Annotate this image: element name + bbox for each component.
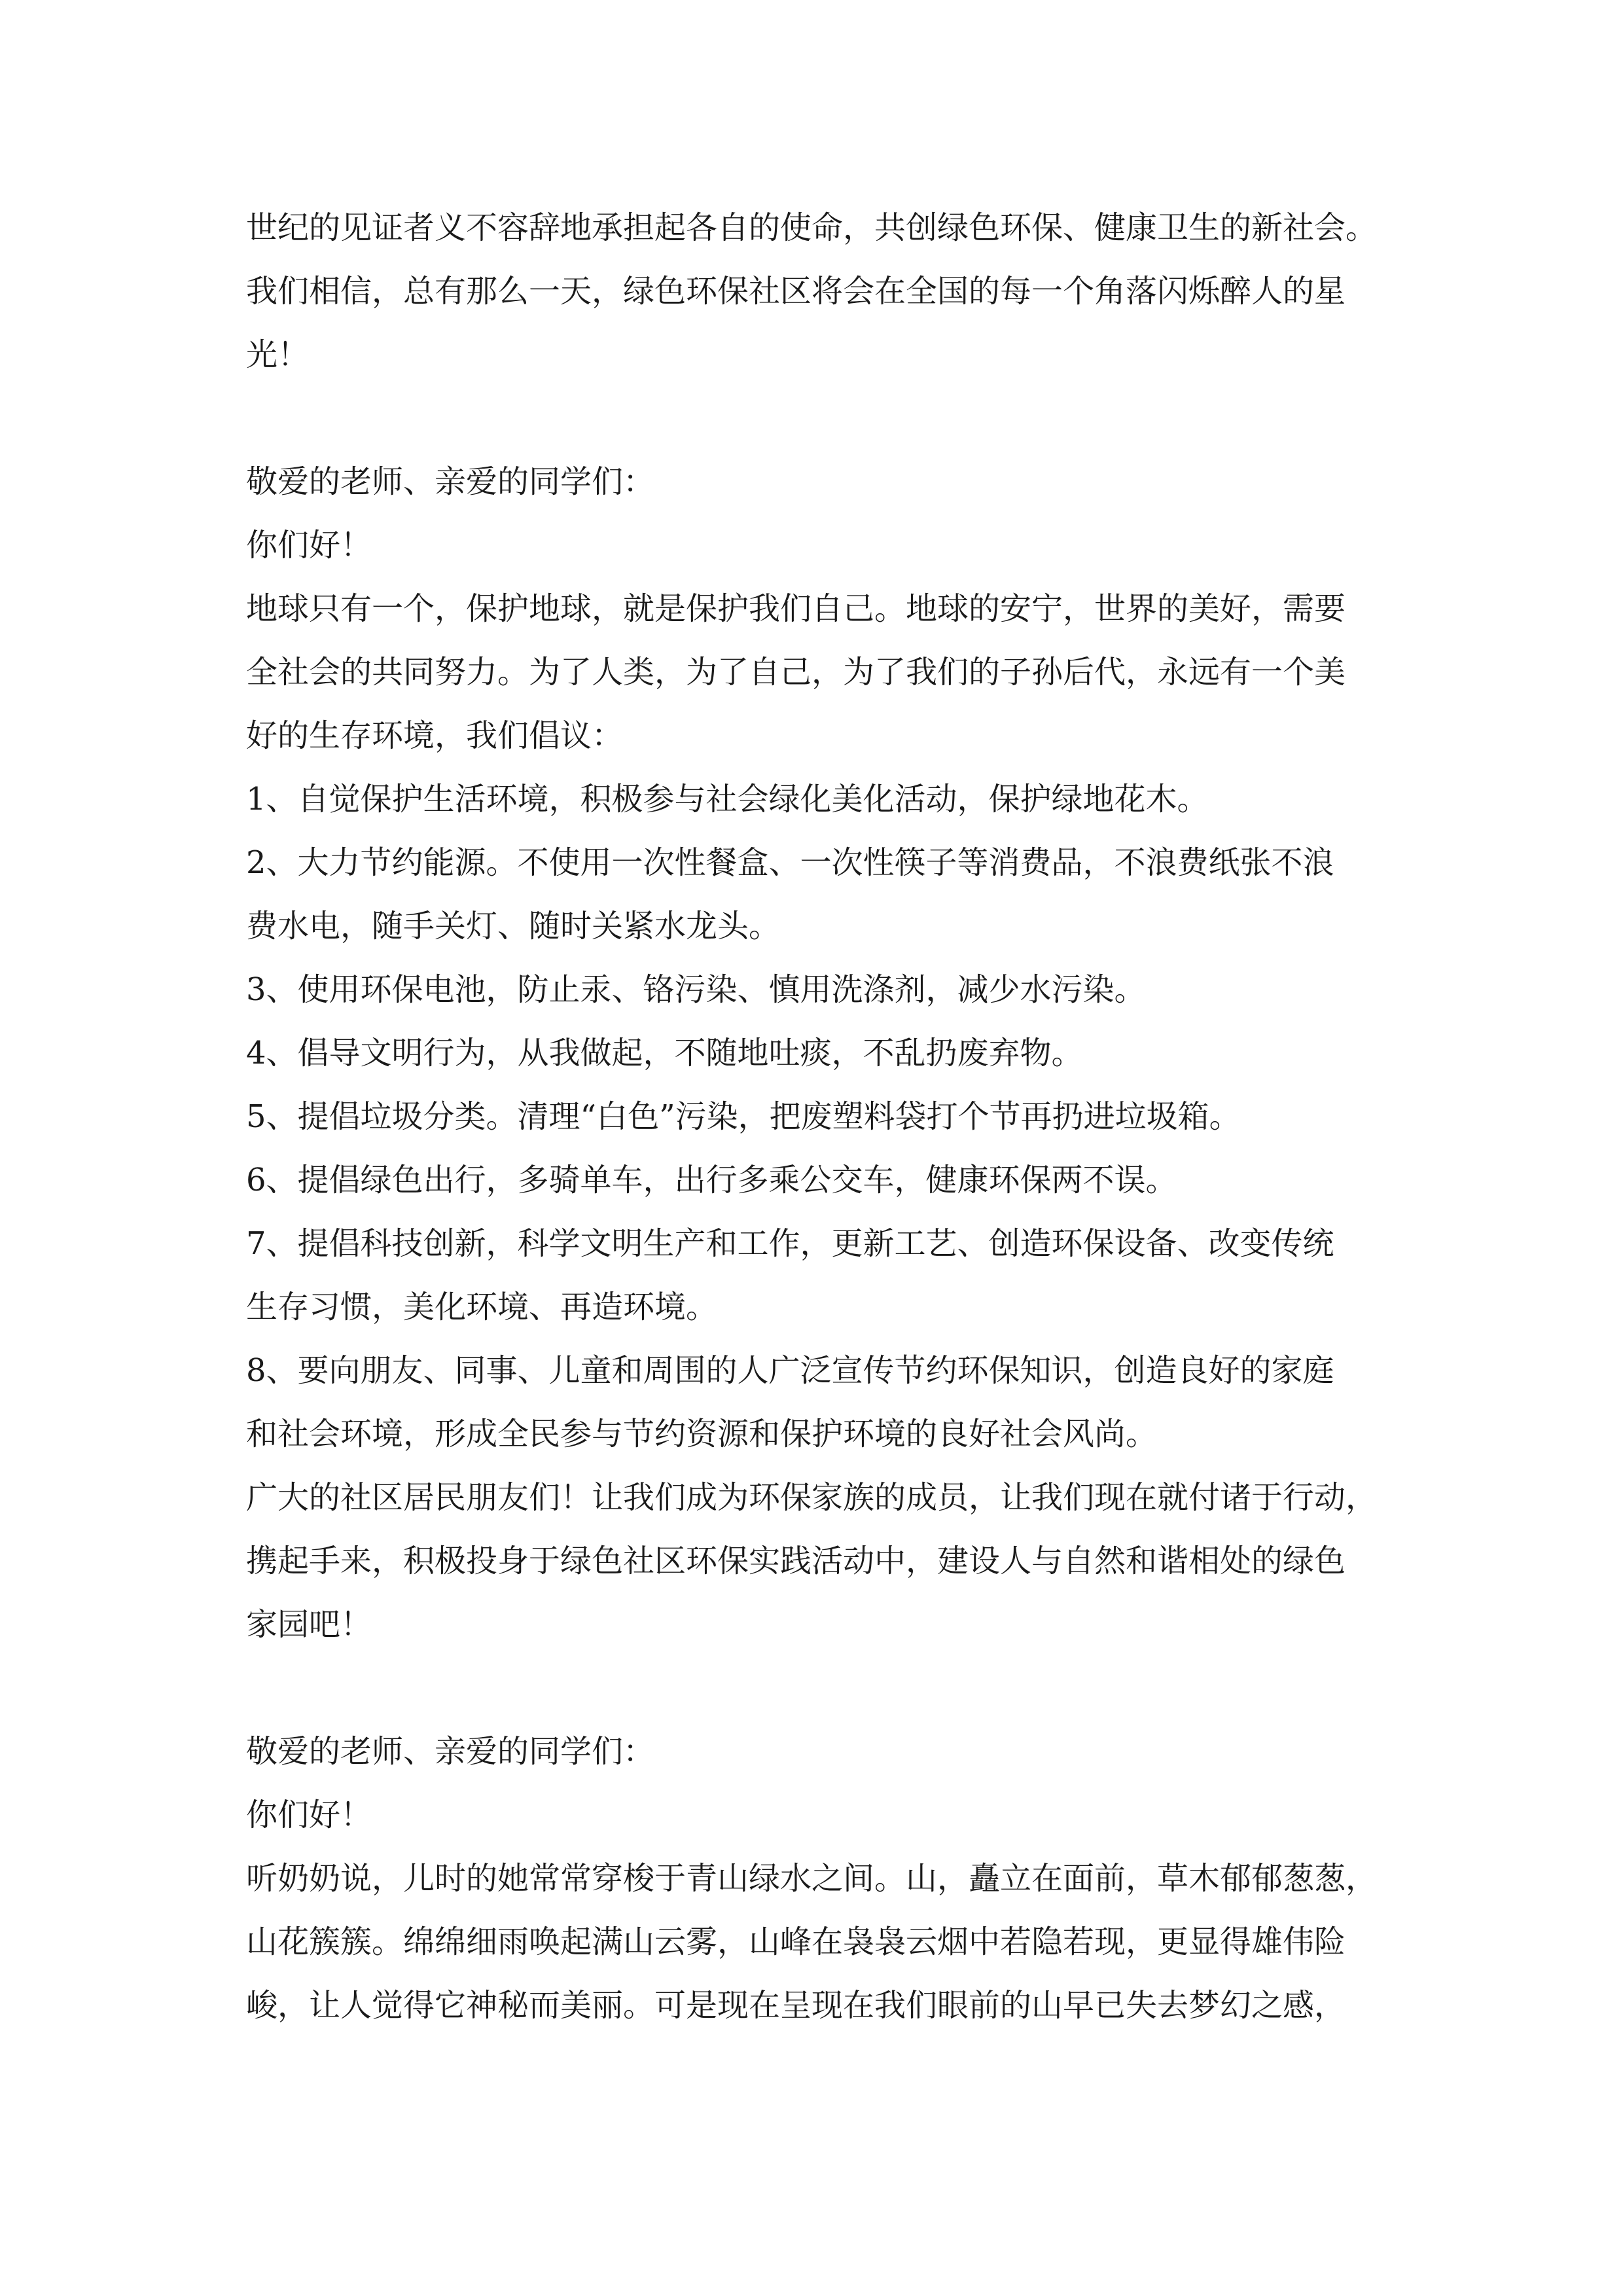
text-line: 我们相信，总有那么一天，绿色环保社区将会在全国的每一个角落闪烁醉人的星	[246, 273, 1346, 310]
greeting: 你们好！	[246, 1797, 372, 1833]
text-line: 全社会的共同努力。为了人类，为了自己，为了我们的子孙后代，永远有一个美	[246, 654, 1346, 691]
document-page	[246, 196, 1385, 2037]
text-line: 地球只有一个，保护地球，就是保护我们自己。地球的安宁，世界的美好，需要	[246, 590, 1346, 627]
list-item: 7、提倡科技创新，科学文明生产和工作，更新工艺、创造环保设备、改变传统	[246, 1225, 1334, 1262]
list-item: 5、提倡垃圾分类。清理“白色”污染，把废塑料袋打个节再扔进垃圾箱。	[246, 1098, 1241, 1135]
text-line: 广大的社区居民朋友们！让我们成为环保家族的成员，让我们现在就付诸于行动，	[246, 1479, 1378, 1516]
list-item: 6、提倡绿色出行，多骑单车，出行多乘公交车，健康环保两不误。	[246, 1162, 1177, 1198]
text-line: 好的生存环境，我们倡议：	[246, 717, 624, 754]
list-item: 3、使用环保电池，防止汞、铬污染、慎用洗涤剂，减少水污染。	[246, 971, 1146, 1008]
text-line: 携起手来，积极投身于绿色社区环保实践活动中，建设人与自然和谐相处的绿色	[246, 1543, 1346, 1579]
list-item: 8、要向朋友、同事、儿童和周围的人广泛宣传节约环保知识，创造良好的家庭	[246, 1352, 1334, 1389]
text-line: 听奶奶说，儿时的她常常穿梭于青山绿水之间。山，矗立在面前，草木郁郁葱葱，	[246, 1860, 1378, 1897]
salutation: 敬爱的老师、亲爱的同学们：	[246, 463, 655, 500]
salutation: 敬爱的老师、亲爱的同学们：	[246, 1733, 655, 1770]
text-line: 家园吧！	[246, 1606, 372, 1643]
list-item: 2、大力节约能源。不使用一次性餐盒、一次性筷子等消费品，不浪费纸张不浪	[246, 844, 1334, 881]
text-line: 峻，让人觉得它神秘而美丽。可是现在呈现在我们眼前的山早已失去梦幻之感，	[246, 1987, 1346, 2024]
list-item: 1、自觉保护生活环境，积极参与社会绿化美化活动，保护绿地花木。	[246, 781, 1209, 817]
paragraph-gap	[246, 387, 1385, 450]
list-item-continued: 费水电，随手关灯、随时关紧水龙头。	[246, 908, 781, 944]
text-line: 光！	[246, 336, 310, 373]
paragraph-closing	[246, 196, 1385, 387]
paragraph-gap	[246, 1657, 1385, 1720]
greeting: 你们好！	[246, 527, 372, 564]
speech-letter	[246, 1720, 1385, 2037]
text-line: 山花簇簇。绵绵细雨唤起满山云雾，山峰在袅袅云烟中若隐若现，更显得雄伟险	[246, 1924, 1346, 1960]
list-item-continued: 和社会环境，形成全民参与节约资源和保护环境的良好社会风尚。	[246, 1416, 1158, 1452]
text-line: 世纪的见证者义不容辞地承担起各自的使命，共创绿色环保、健康卫生的新社会。	[246, 209, 1378, 246]
list-item-continued: 生存习惯，美化环境、再造环境。	[246, 1289, 718, 1325]
list-item: 4、倡导文明行为，从我做起，不随地吐痰，不乱扔废弃物。	[246, 1035, 1083, 1071]
proposal-letter	[246, 450, 1385, 1657]
